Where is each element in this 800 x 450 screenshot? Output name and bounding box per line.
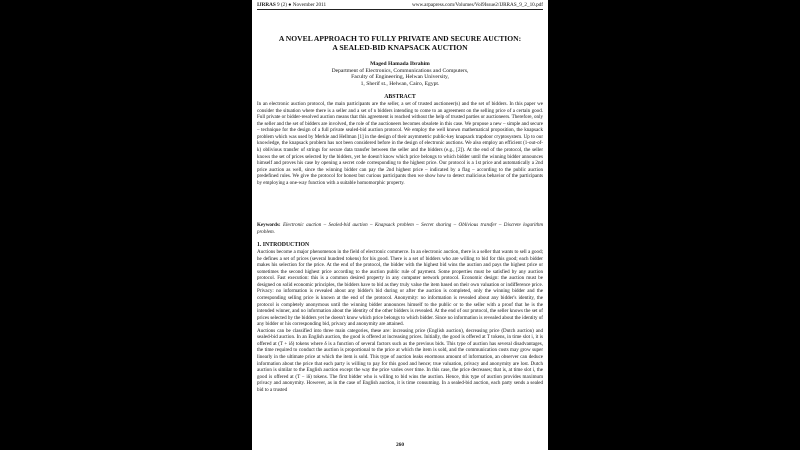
header-rule: [257, 9, 543, 10]
keywords-text: Electronic auction – Sealed-bid auction – Knapsack problem – Secret sharing – Oblivious transfer – Discrete logarithm problem.: [257, 222, 543, 235]
running-header: [257, 1, 543, 9]
keywords: [257, 222, 543, 235]
pdf-page: [252, 0, 548, 450]
author-name: Maged Hamada Ibrahim: [370, 61, 430, 67]
affiliation-line-1: Department of Electronics, Communications and Computers,: [331, 67, 469, 74]
title-line-2: A SEALED-BID KNAPSACK AUCTION: [332, 43, 468, 53]
journal-issue: [257, 1, 326, 9]
abstract-heading: ABSTRACT: [384, 94, 416, 100]
introduction-body: [257, 249, 543, 393]
intro-paragraph-1: Auctions become a major phenomenon in the field of electronic commerce. In an electronic auction, there is a seller that wants to sell a good; he defines a set of prices (several hundred tokens) for his good. There is a set of bidders who are willing to bid for this good; each bidder makes his selection for the price. At the end of the protocol, the bidder with the highest bid wins the auction and pays the highest price or sometimes the second highest price according to the auction public rule of payment. Some properties must be satisfied by any auction protocol. Fast execution: this is a common desired property in any computer network protocol. Economic design: the auction must be designed on solid economic principles, the bidders have to bid as they truly value the item based on their own valuation or indifference price. Privacy: no information is revealed about any bidder's bid during or after the auction is completed, only the winning bidder and the corresponding selling price is known at the end of the protocol. Anonymity: no information is revealed about any bidder's identity, the protocol is completely anonymous until the winning bidder announces himself to the public or to the seller with a proof that he is the intended winner, and no information about the identity of the other bidders is revealed. At the end of our protocol, the seller knows the set of prices selected by the bidders yet he doesn't know which price belongs to which bidder. Since no information is revealed about the identity of any bidder or his corresponding bid, privacy and anonymity are attained.: [257, 249, 543, 328]
page-number: 260: [395, 442, 405, 448]
paper-title: [262, 34, 538, 53]
section-heading-introduction: 1. INTRODUCTION: [257, 242, 310, 248]
abstract-text: In an electronic auction protocol, the main participants are the seller, a set of trusted auctioneer(s) and the set of bidders. In this paper we consider the situation where there is a seller and a set of n bidders intending to come to an agreement on the selling price of a certain good. Full private or bidder-resolved auction means that this agreement is reached without the help of trusted parties or auctioneers. Therefore, only the seller and the set of bidders are involved, the role of the auctioneers becomes obsolete in this case. We propose a new – simple and secure – technique for the design of a full private sealed-bid auction protocol. We employ the well known mathematical proposition, the knapsack problem which was used by Merkle and Hellman [1] in the design of their asymmetric public-key knapsack trapdoor cryptosystem. Up to our knowledge, the knapsack problem has not been considered before in the design of electronic auctions. We also employ an efficient (1-out-of-k) oblivious transfer of strings for secure data transfer between the seller and the bidders (e.g., [2]). At the end of the protocol, the seller knows the set of prices selected by the bidders, yet he doesn't know which price belongs to which bidder until the winning bidder announces himself and proves his case by opening a secret code corresponding to the highest price. Our protocol is a 1st price and automatically a 2nd price auction as well, since the winning bidder can pay the 2nd highest price – indicated by a flag – according to the public auction predefined rules. We give the protocol for honest but curious participants then we show how to detect malicious behavior of the participants by employing a one-way function with a suitable homomorphic property.: [257, 101, 543, 186]
article-url[interactable]: www.arpapress.com/Volumes/Vol9Issue2/IJRRAS_9_2_10.pdf: [411, 2, 543, 8]
affiliation-line-2: Faculty of Engineering, Helwan University,: [351, 74, 449, 81]
author-block: [252, 61, 548, 88]
affiliation-line-3: 1, Sherif st., Helwan, Cairo, Egypt.: [360, 81, 440, 88]
keywords-label: Keywords:: [257, 222, 281, 228]
title-line-1: A NOVEL APPROACH TO FULLY PRIVATE AND SECURE AUCTION:: [278, 34, 522, 43]
journal-name: IJRRAS: [257, 2, 276, 8]
issue-label: 9 (2) ● November 2011: [277, 2, 327, 8]
intro-paragraph-2: Auctions can be classified into three main categories, these are: increasing price (English auction), decreasing price (Dutch auction) and sealed-bid auction. In an English auction, the good is offered at increasing prices. Initially, the good is offered at T tokens, in time slot i, it is offered at (T + iδ) tokens where δ is a function of several factors such as the previous bids. This type of auction has several disadvantages, the time required to conduct the auction is proportional to the price at which the item is sold, and the communication costs may grow super linearly in the ultimate price at which the item is sold. This type of auction leaks enormous amount of information, an observer can deduce information about the price that each party is willing to pay for this good and hence; true valuation, privacy and anonymity are lost. Dutch auction is similar to the English auction except the way the price varies over time. In this case, the price decreases; that is, at time slot i, the good is offered at (T − iδ) tokens. The first bidder who is willing to bid wins the auction. Hence, this type of auction provides maximum privacy and anonymity. However, as in the case of English auction, it is time consuming. In a sealed-bid auction, each party sends a sealed bid to a trusted: [257, 327, 543, 393]
